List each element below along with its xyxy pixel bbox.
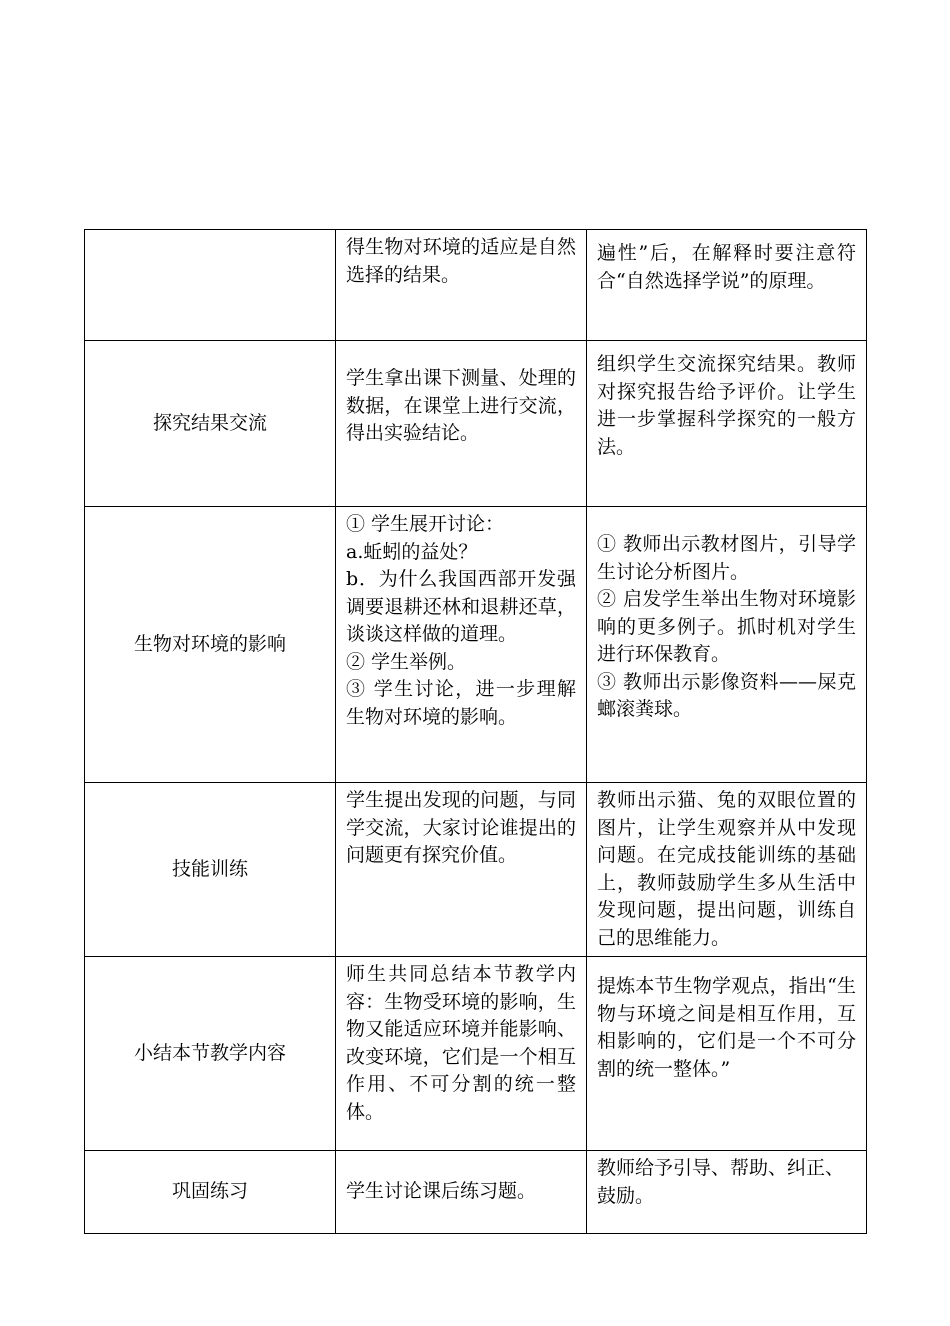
- stage-cell: [85, 230, 336, 341]
- cell-text: 学生拿出课下测量、处理的数据，在课堂上进行交流，得出实验结论。: [346, 367, 576, 444]
- cell-text: 学生讨论课后练习题。: [346, 1180, 537, 1203]
- cell-text: 鼓励。: [597, 1184, 655, 1207]
- lesson-plan-table: [84, 229, 867, 1234]
- student-activity-cell: [336, 957, 587, 1151]
- table-row: [85, 341, 867, 507]
- table-row: [85, 957, 867, 1151]
- stage-cell: 小结本节教学内容: [85, 957, 336, 1151]
- stage-cell: 巩固练习: [85, 1151, 336, 1234]
- student-activity-cell: [336, 783, 587, 957]
- teacher-activity-cell: [587, 1151, 867, 1234]
- cell-text: 师生共同总结本节教学内容：生物受环境的影响，生物又能适应环境并能影响、改变环境，它们是一个相互作用、不可分割的统一整体。: [346, 963, 576, 1123]
- table-row: [85, 507, 867, 783]
- cell-text: ③ 学生讨论，进一步理解生物对环境的影响。: [346, 678, 576, 728]
- teacher-activity-cell: [587, 230, 867, 341]
- cell-text: 教师出示猫、兔的双眼位置的图片，让学生观察并从中发现问题。在完成技能训练的基础上，教师鼓励学生多从生活中发现问题，提出问题，训练自己的思维能力。: [597, 789, 856, 949]
- cell-text: ② 学生举例。: [346, 650, 467, 673]
- teacher-activity-cell: [587, 783, 867, 957]
- stage-cell: 生物对环境的影响: [85, 507, 336, 783]
- teacher-activity-cell: [587, 507, 867, 783]
- cell-text: 教师给予引导、帮助、纠正、: [597, 1157, 845, 1179]
- cell-text: 提炼本节生物学观点，指出“生物与环境之间是相互作用，互相影响的，它们是一个不可分割的统一整体。”: [597, 975, 856, 1080]
- student-activity-cell: [336, 1151, 587, 1234]
- cell-text: 得生物对环境的适应是自然选择的结果。: [346, 236, 576, 286]
- teacher-activity-cell: [587, 957, 867, 1151]
- cell-text: ① 学生展开讨论：: [346, 513, 505, 535]
- table-row: [85, 230, 867, 341]
- cell-text: 遍性”后，在解释时要注意符合“自然选择学说”的原理。: [597, 242, 856, 292]
- cell-text: ② 启发学生举出生物对环境影响的更多例子。抓时机对学生进行环保教育。: [597, 588, 856, 665]
- cell-text: ① 教师出示教材图片，引导学生讨论分析图片。: [597, 533, 856, 583]
- cell-text: 组织学生交流探究结果。教师对探究报告给予评价。让学生进一步掌握科学探究的一般方法。: [597, 353, 856, 458]
- cell-text: b．为什么我国西部开发强调要退耕还林和退耕还草，谈谈这样做的道理。: [346, 568, 576, 645]
- student-activity-cell: [336, 341, 587, 507]
- cell-text: a.蚯蚓的益处？: [346, 540, 478, 563]
- table-row: [85, 783, 867, 957]
- student-activity-cell: [336, 507, 587, 783]
- stage-cell: 技能训练: [85, 783, 336, 957]
- teacher-activity-cell: [587, 341, 867, 507]
- cell-text: ③ 教师出示影像资料——屎克螂滚粪球。: [597, 670, 856, 720]
- student-activity-cell: [336, 230, 587, 341]
- table-row: [85, 1151, 867, 1234]
- stage-cell: 探究结果交流: [85, 341, 336, 507]
- cell-text: 学生提出发现的问题，与同学交流，大家讨论谁提出的问题更有探究价值。: [346, 789, 576, 866]
